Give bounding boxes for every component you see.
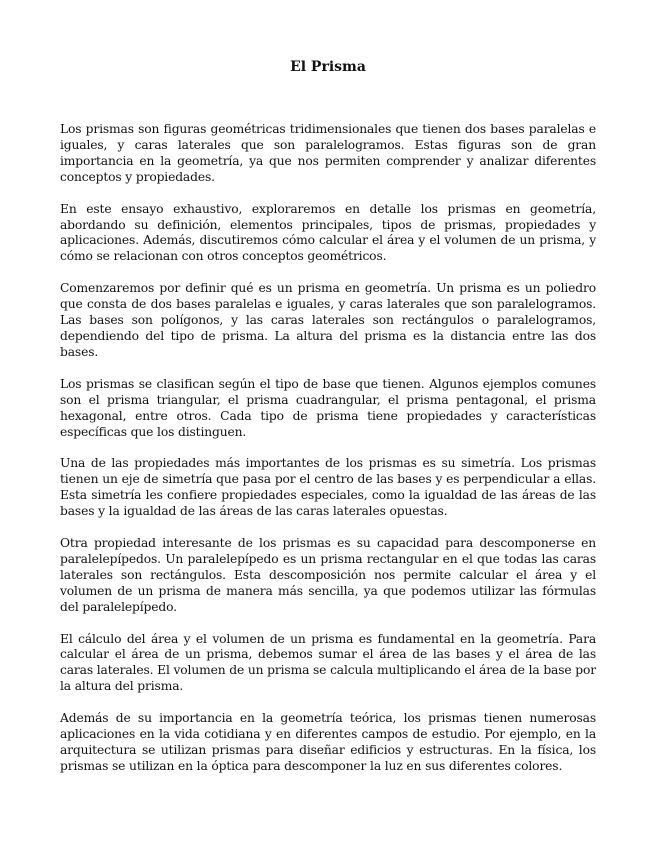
paragraph-8: Además de su importancia en la geometría teórica, los prismas tienen numerosas aplicaciones en la vida cotidiana y en diferentes campos de estudio. Por ejemplo, en la arquitectura se utilizan prismas para diseñar edificios y estructuras. En la física, los prismas se utilizan en la óptica para descomponer la luz en sus diferentes colores.: [60, 711, 596, 773]
paragraph-6: Otra propiedad interesante de los prismas es su capacidad para descomponerse en paralelepípedos. Un paralelepípedo es un prisma rectangular en el que todas las caras laterales son rectángulos. Esta descomposición nos permite calcular el área y el volumen de un prisma de manera más sencilla, ya que podemos utilizar las fórmulas del paralelepípedo.: [60, 536, 596, 614]
paragraph-1: Los prismas son figuras geométricas tridimensionales que tienen dos bases paralelas e iguales, y caras laterales que son paralelogramos. Estas figuras son de gran importancia en la geometría, ya que nos permiten comprender y analizar diferentes conceptos y propiedades.: [60, 122, 596, 184]
paragraph-4: Los prismas se clasifican según el tipo de base que tienen. Algunos ejemplos comunes son el prisma triangular, el prisma cuadrangular, el prisma pentagonal, el prisma hexagonal, entre otros. Cada tipo de prisma tiene propiedades y características específicas que los distinguen.: [60, 376, 596, 439]
paragraph-3: Comenzaremos por definir qué es un prisma en geometría. Un prisma es un poliedro que consta de dos bases paralelas e iguales, y caras laterales que son paralelogramos. Las bases son polígonos, y las caras laterales son rectángulos o paralelogramos, dependiendo del tipo de prisma. La altura del prisma es la distancia entre las dos bases.: [60, 281, 596, 359]
paragraph-7: El cálculo del área y el volumen de un prisma es fundamental en la geometría. Para calcular el área de un prisma, debemos sumar el área de las bases y el área de las caras laterales. El volumen de un prisma se calcula multiplicando el área de la base por la altura del prisma.: [60, 631, 596, 694]
document-page: [60, 58, 596, 791]
document-title: El Prisma: [290, 59, 366, 75]
paragraph-5: Una de las propiedades más importantes de los prismas es su simetría. Los prismas tienen un eje de simetría que pasa por el centro de las bases y es perpendicular a ellas. Esta simetría les confiere propiedades especiales, como la igualdad de las áreas de las bases y la igualdad de las áreas de las caras laterales opuestas.: [60, 456, 596, 519]
paragraph-2: En este ensayo exhaustivo, exploraremos en detalle los prismas en geometría, abordando su definición, elementos principales, tipos de prismas, propiedades y aplicaciones. Además, discutiremos cómo calcular el área y el volumen de un prisma, y cómo se relacionan con otros conceptos geométricos.: [60, 201, 596, 264]
